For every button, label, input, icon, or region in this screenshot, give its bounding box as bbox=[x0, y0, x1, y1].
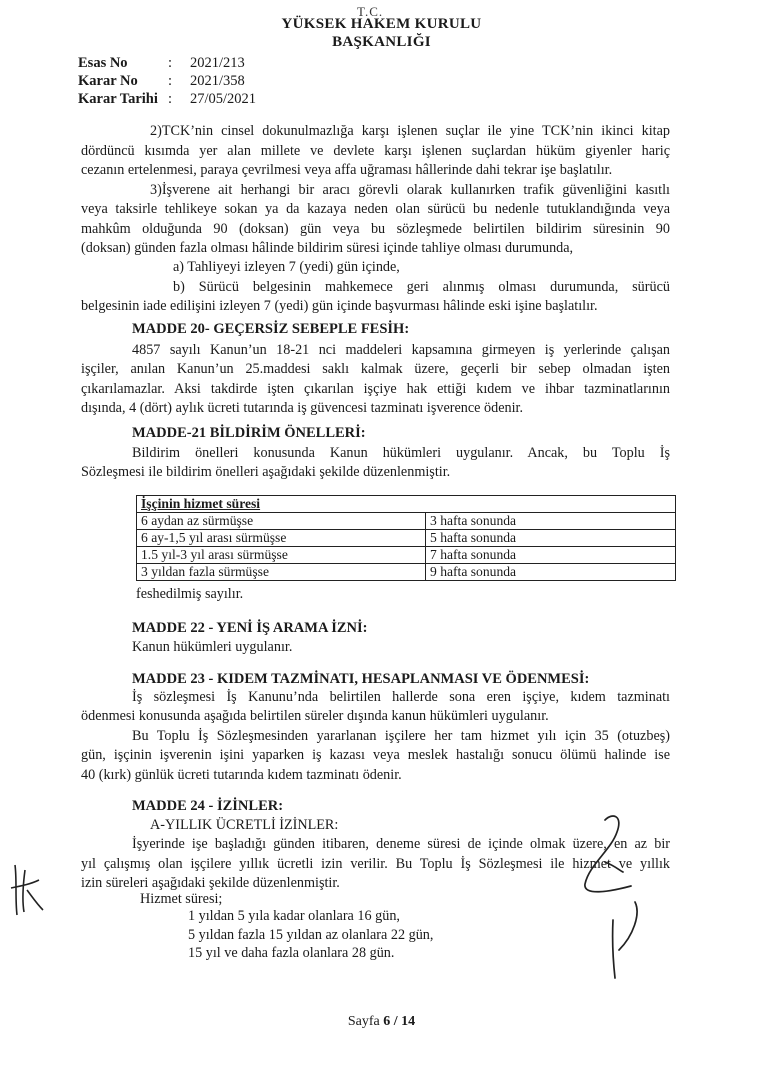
table-row bbox=[137, 564, 676, 581]
madde-24-line1: İşyerinde işe başladığı günden itibaren, deneme süresi de içinde olmak üzere, en az bir bbox=[132, 836, 670, 852]
madde-20-line1: 4857 sayılı Kanun’un 18-21 nci maddeleri kapsamına girmeyen iş yerlerinde çalışan bbox=[132, 342, 670, 358]
para2-line1: 2)TCK’nin cinsel dokunulmazlığa karşı işlenen suçlar ile yine TCK’nin ikinci kitap bbox=[150, 123, 670, 139]
para3-item-b-line2: belgesinin iade edilişini izleyen 7 (yedi) gün içinde başvurması hâlinde eski işine başlatılır. bbox=[81, 298, 598, 314]
institution-subtitle: BAŞKANLIĞI bbox=[332, 34, 431, 50]
para2-line3: cezanın ertelenmesi, paraya çevrilmesi veya affa uğraması hâllerinde dahi tekrar işe başlatılır. bbox=[81, 162, 613, 178]
madde-22-heading: MADDE 22 - YENİ İŞ ARAMA İZNİ: bbox=[132, 620, 368, 636]
handwritten-signature-right bbox=[575, 810, 665, 985]
meta-sep: : bbox=[168, 55, 173, 71]
header-clipped-text: T.C. bbox=[357, 4, 384, 19]
table-cell-notice: 7 hafta sonunda bbox=[426, 547, 676, 564]
table-cell-duration: 1.5 yıl-3 yıl arası sürmüşse bbox=[137, 547, 426, 564]
madde-22-text: Kanun hükümleri uygulanır. bbox=[132, 639, 293, 655]
meta-sep: : bbox=[168, 73, 173, 89]
meta-row-esas bbox=[78, 54, 256, 72]
meta-row-tarih bbox=[78, 90, 256, 108]
madde-20-line2: işçiler, anılan Kanun’un 25.maddesi saklı kalmak üzere, geçerli bir sebep olmadan işten bbox=[81, 361, 670, 377]
hizmet-item: 15 yıl ve daha fazla olanlara 28 gün. bbox=[188, 945, 395, 961]
hizmet-item: 1 yıldan 5 yıla kadar olanlara 16 gün, bbox=[188, 908, 400, 924]
table-cell-notice: 9 hafta sonunda bbox=[426, 564, 676, 581]
madde-23-line5: 40 (kırk) günlük ücreti tutarında kıdem tazminatı ödenir. bbox=[81, 767, 402, 783]
para3-line4: (doksan) günden fazla olması hâlinde bildirim süresi içinde tahliye olması durumunda, bbox=[81, 240, 574, 256]
table-row bbox=[137, 513, 676, 530]
meta-label: Esas No bbox=[78, 55, 128, 71]
madde-24-subheading: A-YILLIK ÜCRETLİ İZİNLER: bbox=[150, 817, 339, 833]
meta-value: 27/05/2021 bbox=[190, 91, 257, 107]
institution-title: YÜKSEK HAKEM KURULU bbox=[281, 16, 482, 32]
table-header-row bbox=[137, 496, 676, 513]
table-header-cell: İşçinin hizmet süresi bbox=[137, 496, 676, 513]
madde-24-line3: izin süreleri aşağıdaki şekilde düzenlenmiştir. bbox=[81, 875, 340, 891]
madde-21-line1: Bildirim önelleri konusunda Kanun hükümleri uygulanır. Ancak, bu Toplu İş bbox=[132, 445, 670, 461]
madde-24-heading: MADDE 24 - İZİNLER: bbox=[132, 798, 284, 814]
table-cell-duration: 6 ay-1,5 yıl arası sürmüşse bbox=[137, 530, 426, 547]
meta-label: Karar Tarihi bbox=[78, 91, 158, 107]
madde-20-line3: çıkarılamazlar. Aksi takdirde işten çıkarılan işçiye hak ettiği kıdem ve ihbar tazminatlarının bbox=[81, 381, 670, 397]
madde-20-line4: dışında, 4 (dört) aylık ücreti tutarında iş güvencesi tazminatı işverence ödenir. bbox=[81, 400, 524, 416]
madde-23-line1: İş sözleşmesi İş Kanunu’nda belirtilen hallerde sona eren işçiye, kıdem tazminatı bbox=[132, 689, 670, 705]
page-footer bbox=[0, 1014, 763, 1030]
footer-label: Sayfa bbox=[347, 1014, 384, 1029]
madde-21-line2: Sözleşmesi ile bildirim önelleri aşağıdaki şekilde düzenlenmiştir. bbox=[81, 464, 451, 480]
notice-period-table bbox=[136, 495, 676, 581]
page-number: 6 / 14 bbox=[383, 1014, 416, 1029]
hizmet-label: Hizmet süresi; bbox=[140, 891, 223, 907]
madde-23-line4: gün, işçinin işverenin işini yaparken iş kazası veya meslek hastalığı sonucu ölümü halinde ise bbox=[81, 747, 670, 763]
meta-row-karar bbox=[78, 72, 256, 90]
meta-value: 2021/213 bbox=[190, 55, 245, 71]
table-cell-notice: 3 hafta sonunda bbox=[426, 513, 676, 530]
table-cell-duration: 6 aydan az sürmüşse bbox=[137, 513, 426, 530]
madde-23-heading: MADDE 23 - KIDEM TAZMİNATI, HESAPLANMASI VE ÖDENMESİ: bbox=[132, 671, 590, 687]
madde-20-heading: MADDE 20- GEÇERSİZ SEBEPLE FESİH: bbox=[132, 321, 410, 337]
madde-23-line3: Bu Toplu İş Sözleşmesinden yararlanan işçilere her tam hizmet yılı için 35 (otuzbeş) bbox=[132, 728, 670, 744]
meta-value: 2021/358 bbox=[190, 73, 245, 89]
table-cell-notice: 5 hafta sonunda bbox=[426, 530, 676, 547]
hizmet-item: 5 yıldan fazla 15 yıldan az olanlara 22 gün, bbox=[188, 927, 434, 943]
table-row bbox=[137, 547, 676, 564]
para2-line2: dördüncü kısımda yer alan millete ve devlete karşı işlenen suçlardan hüküm giyenler hariç bbox=[81, 143, 670, 159]
para3-line1: 3)İşverene ait herhangi bir aracı görevli olarak kullanırken trafik güvenliğini kasıtlı bbox=[150, 182, 670, 198]
meta-sep: : bbox=[168, 91, 173, 107]
after-table-text: feshedilmiş sayılır. bbox=[136, 586, 244, 602]
madde-24-line2: yıl çalışmış olan işçilere yıllık ücretli izin verilir. Bu Toplu İş Sözleşmesi ile hizmet ve yıllık bbox=[81, 856, 670, 872]
table-row bbox=[137, 530, 676, 547]
meta-label: Karar No bbox=[78, 73, 138, 89]
handwritten-initials-left bbox=[5, 860, 50, 920]
table-cell-duration: 3 yıldan fazla sürmüşse bbox=[137, 564, 426, 581]
case-metadata bbox=[78, 54, 256, 108]
para3-item-a: a) Tahliyeyi izleyen 7 (yedi) gün içinde, bbox=[173, 259, 400, 275]
para3-item-b-line1: b) Sürücü belgesinin mahkemece geri alınmış olması durumunda, sürücü bbox=[173, 279, 670, 295]
madde-23-line2: ödenmesi konusunda aşağıda belirtilen süreler dışında kanun hükümleri uygulanır. bbox=[81, 708, 549, 724]
madde-21-heading: MADDE-21 BİLDİRİM ÖNELLERİ: bbox=[132, 425, 366, 441]
para3-line2: veya taksirle tehlikeye sokan ya da kazaya neden olan sürücü bu nedenle tutuklandığında veya bbox=[81, 201, 670, 217]
para3-line3: mahkûm olduğunda 90 (doksan) gün veya bu sözleşmede belirtilen bildirim süresinin 90 bbox=[81, 221, 670, 237]
